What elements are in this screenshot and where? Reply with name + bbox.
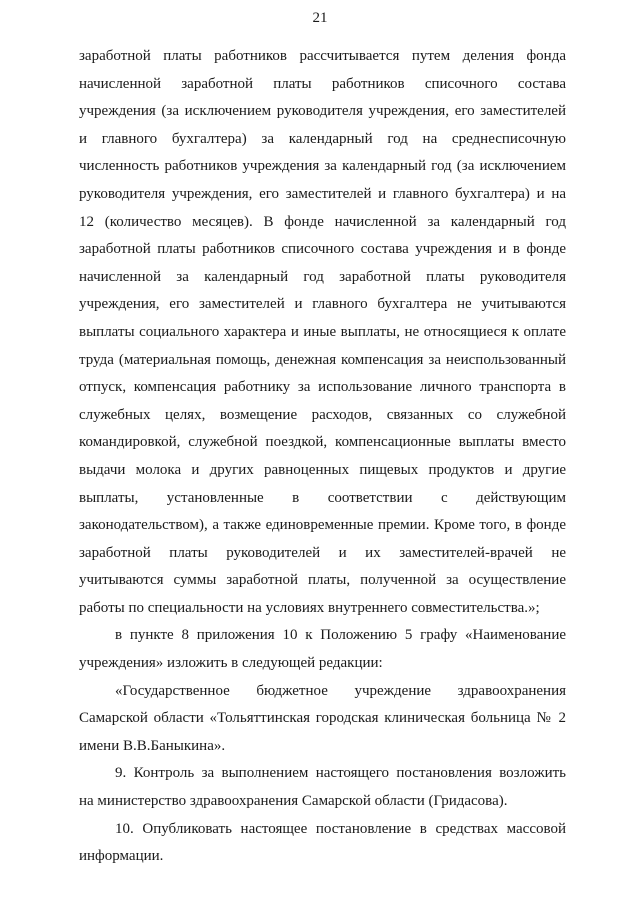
text-line: в пункте 8 приложения 10 к Положению 5 графу «Наименование — [115, 627, 566, 644]
text-line: и главного бухгалтера) за календарный год на среднесписочную — [79, 130, 566, 147]
text-line: законодательством), а также единовременные премии. Кроме того, в фонде — [79, 517, 566, 534]
body-text — [79, 43, 566, 871]
text-line: командировкой, служебной поездкой, компенсационные выплаты вместо — [79, 434, 566, 451]
text-line: начисленной заработной платы работников списочного состава — [79, 75, 566, 92]
text-line: 12 (количество месяцев). В фонде начисленной за календарный год — [79, 213, 566, 230]
text-line: имени В.В.Баныкина». — [79, 737, 226, 754]
text-line: заработной платы руководителей и их заместителей-врачей не — [79, 544, 566, 561]
page-number: 21 — [312, 10, 328, 26]
text-line: служебных целях, возмещение расходов, связанных со служебной — [79, 406, 566, 423]
text-line: заработной платы работников списочного состава учреждения и в фонде — [79, 241, 566, 258]
text-line: учреждения (за исключением руководителя учреждения, его заместителей — [79, 103, 566, 120]
text-line: заработной платы работников рассчитывается путем деления фонда — [79, 48, 566, 64]
text-line: численность работников учреждения за календарный год (за исключением — [79, 158, 566, 175]
text-line: руководителя учреждения, его заместителей и главного бухгалтера) и на — [79, 185, 566, 202]
text-line: работы по специальности на условиях внутреннего совместительства.»; — [79, 599, 540, 616]
text-line: учитываются суммы заработной платы, полученной за осуществление — [79, 572, 566, 589]
text-line: труда (материальная помощь, денежная компенсация за неиспользованный — [79, 351, 566, 368]
text-line: информации. — [79, 848, 164, 865]
text-line: «Государственное бюджетное учреждение здравоохранения — [115, 682, 566, 699]
text-line: учреждения, его заместителей и главного бухгалтера не учитываются — [79, 296, 566, 313]
text-line: начисленной за календарный год заработной платы руководителя — [79, 268, 566, 285]
text-line: 9. Контроль за выполнением настоящего постановления возложить — [115, 765, 566, 782]
text-line: на министерство здравоохранения Самарской области (Гридасова). — [79, 793, 508, 810]
text-line: выплаты социального характера и иные выплаты, не относящиеся к оплате — [79, 323, 566, 340]
text-line: учреждения» изложить в следующей редакции: — [79, 655, 383, 672]
text-line: выдачи молока и других равноценных пищевых продуктов и другие — [79, 461, 566, 478]
text-line: 10. Опубликовать настоящее постановление в средствах массовой — [115, 820, 566, 837]
text-line: Самарской области «Тольяттинская городская клиническая больница № 2 — [79, 710, 566, 727]
text-line: выплаты, установленные в соответствии с действующим — [79, 489, 566, 506]
text-line: отпуск, компенсация работнику за использование личного транспорта в — [79, 379, 566, 396]
